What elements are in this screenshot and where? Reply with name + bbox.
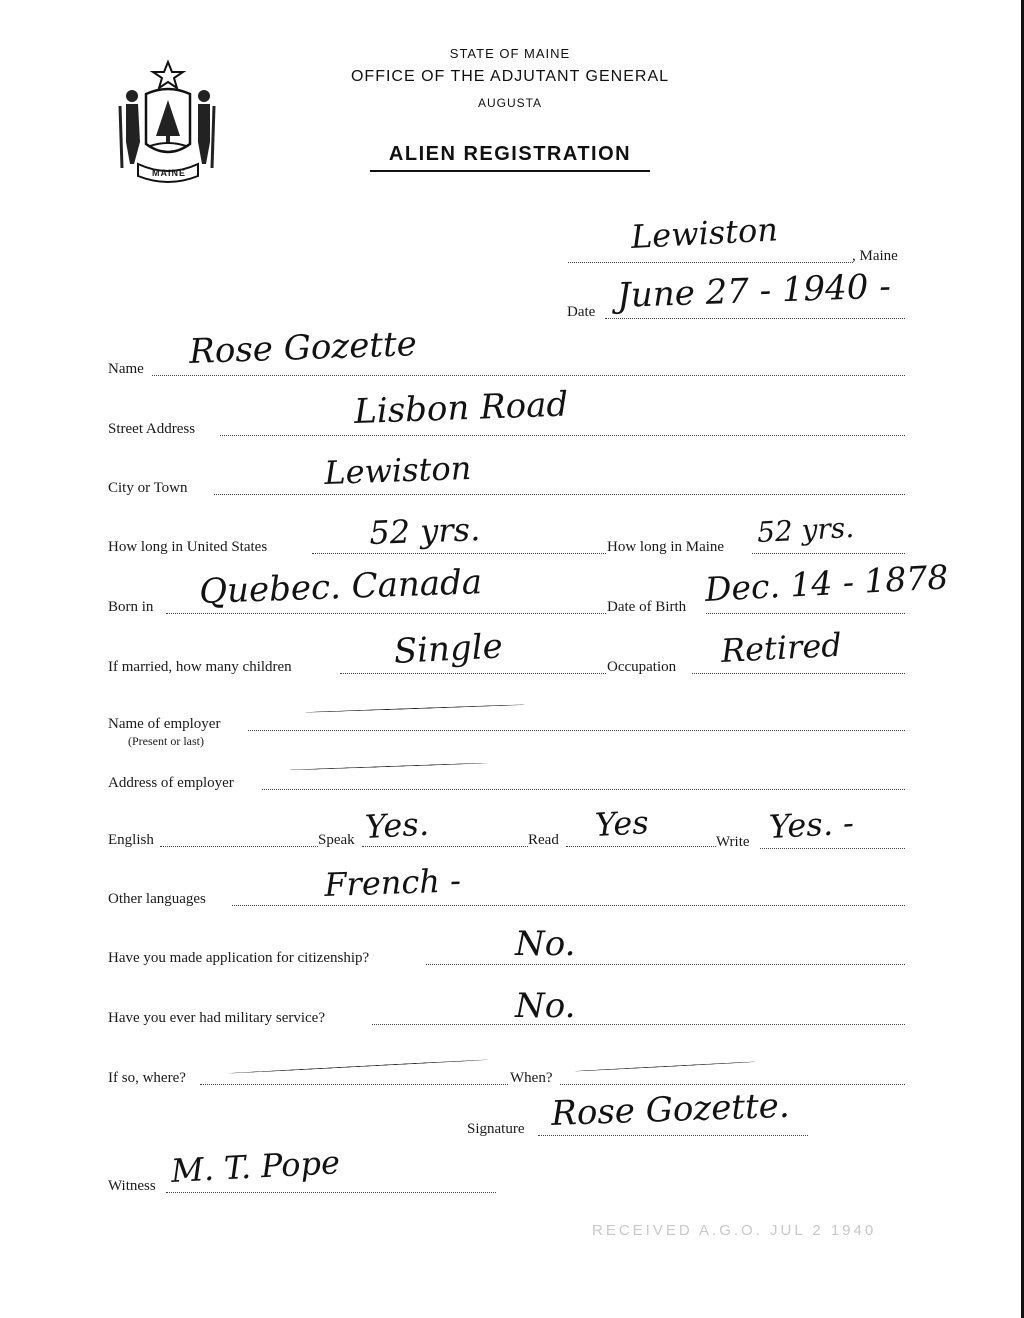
- witness-entry: M. T. Pope: [170, 1143, 341, 1190]
- citizenship-line: [426, 964, 905, 965]
- how-long-us-line: [312, 553, 606, 554]
- name-label: Name: [108, 361, 144, 377]
- read-label: Read: [528, 832, 559, 848]
- employer-name-line: [248, 730, 905, 731]
- employer-name-sublabel: (Present or last): [128, 734, 204, 748]
- when-dash: [575, 1061, 755, 1071]
- write-entry: Yes. -: [768, 803, 855, 846]
- name-line: [152, 375, 905, 376]
- children-entry: Single: [392, 626, 504, 672]
- citizenship-entry: No.: [515, 924, 576, 964]
- write-line: [760, 848, 905, 849]
- street-address-entry: Lisbon Road: [353, 384, 569, 432]
- date-label: Date: [567, 304, 596, 320]
- other-languages-label: Other languages: [108, 891, 206, 907]
- when-label: When?: [510, 1070, 553, 1086]
- how-long-maine-label: How long in Maine: [607, 539, 725, 555]
- city-label: City or Town: [108, 480, 188, 496]
- english-line: [160, 846, 318, 847]
- date-of-birth-entry: Dec. 14 - 1878: [703, 557, 950, 609]
- speak-label: Speak: [318, 832, 355, 848]
- children-label: If married, how many children: [108, 659, 292, 675]
- military-entry: No.: [515, 986, 576, 1026]
- witness-label: Witness: [108, 1178, 156, 1194]
- city-line: [214, 494, 905, 495]
- header-state: STATE OF MAINE: [449, 46, 571, 61]
- header-office: OFFICE OF THE ADJUTANT GENERAL: [350, 68, 670, 85]
- born-in-label: Born in: [108, 599, 154, 615]
- english-label: English: [108, 832, 154, 848]
- write-label: Write: [716, 834, 750, 850]
- date-of-birth-line: [706, 613, 905, 614]
- seal-banner-text: MAINE: [152, 168, 186, 178]
- born-in-entry: Quebec. Canada: [198, 562, 483, 612]
- if-so-where-line: [200, 1084, 508, 1085]
- citizenship-label: Have you made application for citizenship?: [108, 950, 370, 966]
- occupation-entry: Retired: [720, 625, 843, 670]
- when-line: [560, 1084, 905, 1085]
- employer-name-label: Name of employer: [108, 716, 221, 732]
- read-line: [566, 846, 716, 847]
- signature-label: Signature: [467, 1121, 525, 1137]
- form-title: ALIEN REGISTRATION: [388, 143, 632, 165]
- signature-line: [538, 1135, 808, 1136]
- employer-address-line: [262, 789, 905, 790]
- speak-entry: Yes.: [364, 804, 430, 846]
- occupation-label: Occupation: [607, 659, 677, 675]
- read-entry: Yes: [594, 803, 650, 844]
- town-entry: Lewiston: [630, 210, 779, 256]
- speak-line: [362, 846, 528, 847]
- how-long-us-entry: 52 yrs.: [368, 510, 481, 552]
- date-line: [605, 318, 905, 319]
- employer-name-dash: [305, 704, 525, 713]
- employer-address-dash: [288, 763, 488, 771]
- how-long-maine-line: [752, 553, 905, 554]
- military-line: [372, 1024, 905, 1025]
- received-stamp: RECEIVED A.G.O. JUL 2 1940: [592, 1222, 877, 1239]
- employer-address-label: Address of employer: [108, 775, 234, 791]
- other-languages-line: [232, 905, 905, 906]
- state-seal-icon: [108, 56, 228, 184]
- how-long-maine-entry: 52 yrs.: [756, 510, 855, 549]
- city-entry: Lewiston: [323, 448, 472, 492]
- how-long-us-label: How long in United States: [108, 539, 268, 555]
- born-in-line: [166, 613, 606, 614]
- name-entry: Rose Gozette: [188, 324, 418, 372]
- signature-entry: Rose Gozette.: [550, 1085, 791, 1134]
- maine-label: , Maine: [852, 248, 898, 264]
- header-city: AUGUSTA: [477, 96, 543, 110]
- date-of-birth-label: Date of Birth: [607, 599, 687, 615]
- occupation-line: [692, 673, 905, 674]
- title-underline: [370, 170, 650, 172]
- children-line: [340, 673, 606, 674]
- if-so-where-dash: [228, 1059, 488, 1074]
- witness-line: [166, 1192, 496, 1193]
- other-languages-entry: French -: [323, 861, 462, 904]
- street-address-label: Street Address: [108, 421, 196, 437]
- date-entry: June 27 - 1940 -: [616, 266, 892, 316]
- street-address-line: [220, 435, 905, 436]
- military-label: Have you ever had military service?: [108, 1010, 325, 1026]
- if-so-where-label: If so, where?: [108, 1070, 186, 1086]
- town-line: [568, 262, 853, 263]
